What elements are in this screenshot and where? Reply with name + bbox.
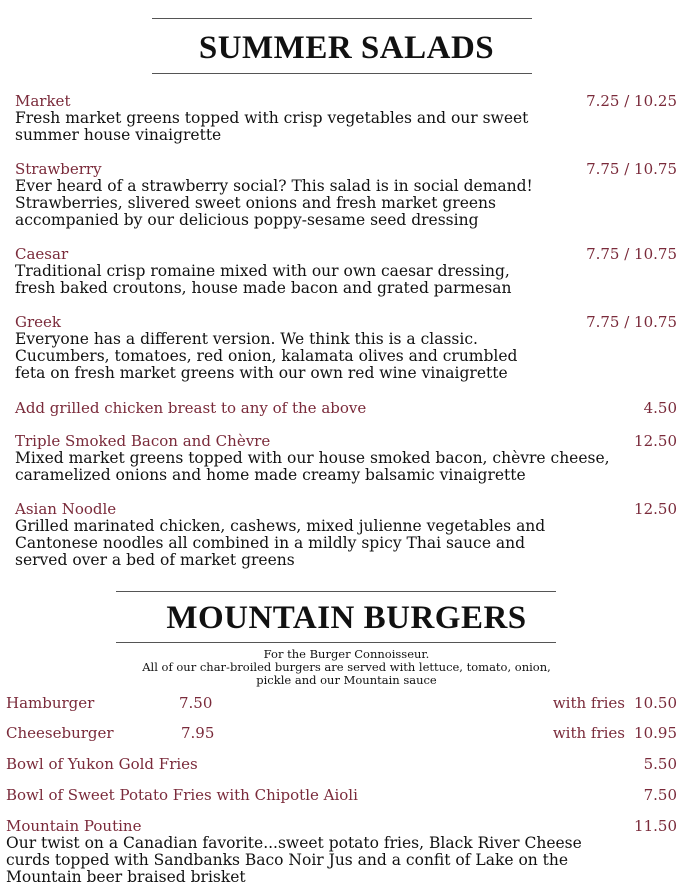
item-price: 7.25 / 10.25 (586, 92, 677, 110)
item-price: 5.50 (643, 755, 677, 773)
salads-heading-rule (152, 73, 532, 74)
item-price: 7.50 (643, 786, 677, 804)
burger-row-cheeseburger (6, 724, 677, 742)
item-description: Everyone has a different version. We think this is a classic. Cucumbers, tomatoes, red onion, kalamata olives and crumbled feta on fresh market greens with our own red wine vinaigrette (15, 330, 518, 382)
item-description: Mixed market greens topped with our house smoked bacon, chèvre cheese, caramelized onions and home made creamy balsamic vinaigrette (15, 449, 610, 484)
item-name: Triple Smoked Bacon and Chèvre (15, 432, 271, 450)
item-name: Bowl of Yukon Gold Fries (6, 755, 198, 773)
burger-row-hamburger (6, 694, 677, 712)
burgers-heading-rule (116, 642, 556, 643)
item-name: Mountain Poutine (6, 817, 142, 835)
item-description: Grilled marinated chicken, cashews, mixed julienne vegetables and Cantonese noodles all combined in a mildly spicy Thai sauce and served over a bed of market greens (15, 517, 546, 569)
burgers-intro: For the Burger Connoisseur. All of our char-broiled burgers are served with lettuce, tomato, onion, pickle and our Mountain sauce (142, 647, 551, 687)
burger-row-sweet-potato-fries (6, 786, 677, 804)
salad-item-asian-noodle (15, 500, 677, 569)
item-name: Cheeseburger (6, 724, 114, 742)
fries-label: with fries (552, 724, 625, 742)
fries-label: with fries (552, 694, 625, 712)
item-price: 7.75 / 10.75 (586, 160, 677, 178)
salad-item-bacon-chevre (15, 432, 677, 484)
item-price: 4.50 (643, 399, 677, 417)
item-name: Bowl of Sweet Potato Fries with Chipotle Aioli (6, 786, 358, 804)
fries-price: 10.95 (634, 724, 677, 742)
item-description: Fresh market greens topped with crisp vegetables and our sweet summer house vinaigrette (15, 109, 529, 144)
burgers-top-rule (116, 591, 556, 592)
item-description: Our twist on a Canadian favorite...sweet potato fries, Black River Cheese curds topped with Sandbanks Baco Noir Jus and a confit of Lake on the Mountain beer braised brisket (6, 834, 582, 886)
item-description: Traditional crisp romaine mixed with our own caesar dressing, fresh baked croutons, house made bacon and grated parmesan (15, 262, 512, 297)
salad-item-market (15, 92, 677, 144)
item-description: Ever heard of a strawberry social? This salad is in social demand! Strawberries, slivered sweet onions and fresh market greens accompanied by our delicious poppy-sesame seed dressing (15, 177, 533, 229)
salad-item-strawberry (15, 160, 677, 229)
item-name: Add grilled chicken breast to any of the above (15, 399, 367, 417)
salad-addon-chicken (15, 399, 677, 417)
item-name: Hamburger (6, 694, 95, 712)
item-name: Asian Noodle (15, 500, 117, 518)
fries-price: 10.50 (634, 694, 677, 712)
item-price: 7.50 (179, 694, 213, 712)
burgers-heading: MOUNTAIN BURGERS (166, 600, 527, 636)
item-price: 11.50 (634, 817, 677, 835)
burger-item-poutine (6, 817, 677, 886)
item-name: Market (15, 92, 71, 110)
item-price: 7.75 / 10.75 (586, 313, 677, 331)
item-price: 12.50 (634, 432, 677, 450)
top-rule (152, 18, 532, 19)
burger-row-yukon-fries (6, 755, 677, 773)
salads-heading: SUMMER SALADS (198, 30, 495, 66)
salad-item-caesar (15, 245, 677, 297)
item-price: 12.50 (634, 500, 677, 518)
item-price: 7.95 (181, 724, 215, 742)
item-name: Caesar (15, 245, 69, 263)
salad-item-greek (15, 313, 677, 382)
item-name: Greek (15, 313, 61, 331)
item-price: 7.75 / 10.75 (586, 245, 677, 263)
item-name: Strawberry (15, 160, 102, 178)
